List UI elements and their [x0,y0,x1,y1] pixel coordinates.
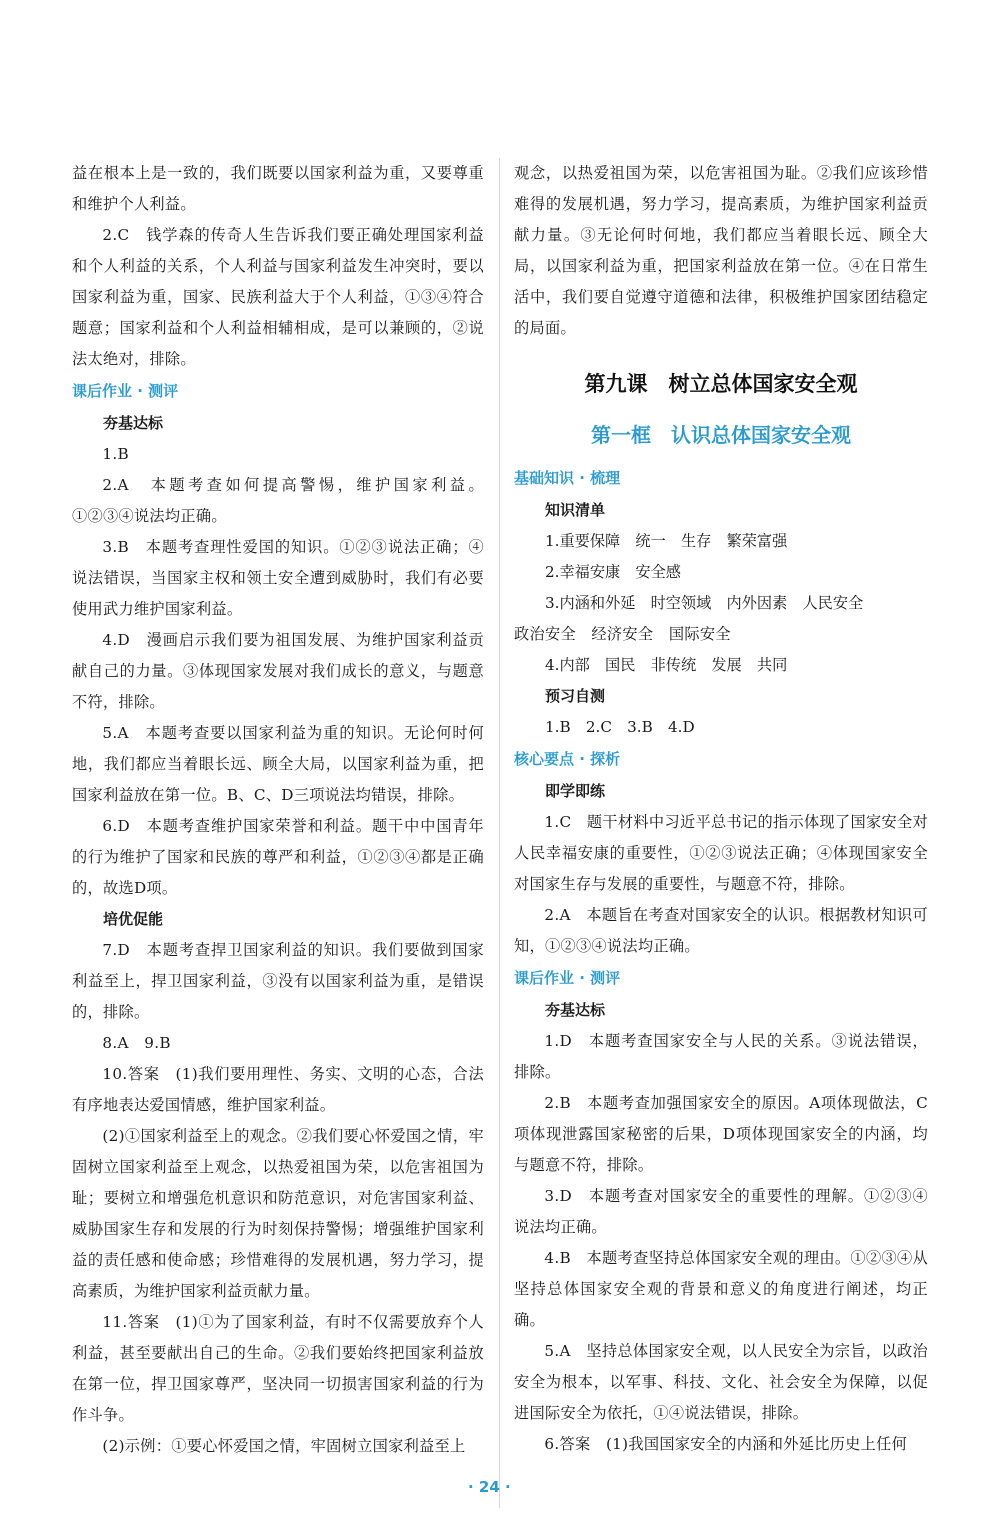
paragraph: 益在根本上是一致的，我们既要以国家利益为重，又要尊重和维护个人利益。 [72,164,484,213]
right-column [514,158,928,1460]
answer-item: 3.D 本题考查对国家安全的重要性的理解。①②③④说法均正确。 [514,1187,928,1236]
answer-item: 5.A 本题考查要以国家利益为重的知识。无论何时何地，我们都应当着眼长远、顾全大局，以国家利益为重，把国家利益放在第一位。B、C、D三项说法均错误，排除。 [72,724,484,804]
answer-item: 6.答案 (1)我国国家安全的内涵和外延比历史上任何 [544,1435,908,1453]
answer-item: 2.C 钱学森的传奇人生告诉我们要正确处理国家利益和个人利益的关系，个人利益与国家利益发生冲突时，要以国家利益为重，国家、民族利益大于个人利益，①③④符合题意；国家利益和个人利益相辅相成，是可以兼顾的，②说法太绝对，排除。 [72,226,484,368]
answer-item: 4.D 漫画启示我们要为祖国发展、为维护国家利益贡献自己的力量。③体现国家发展对我们成长的意义，与题意不符，排除。 [72,631,484,711]
section-heading: 基础知识 · 梳理 [514,469,621,487]
answer-item: 7.D 本题考查捍卫国家利益的知识。我们要做到国家利益至上，捍卫国家利益，③没有以国家利益为重，是错误的，排除。 [72,941,484,1021]
answer-item: 2.A 本题旨在考查对国家安全的认识。根据教材知识可知，①②③④说法均正确。 [514,906,928,955]
answer-item: (2)①国家利益至上的观念。②我们要心怀爱国之情，牢固树立国家利益至上观念，以热爱祖国为荣，以危害祖国为耻；要树立和增强危机意识和防范意识，对危害国家利益、威胁国家生存和发展的行为时刻保持警惕；增强维护国家利益的责任感和使命感；珍惜难得的发展机遇，努力学习，提高素质，为维护国家利益贡献力量。 [72,1127,484,1300]
column-divider [499,158,500,1508]
answer-item: 1.C 题干材料中习近平总书记的指示体现了国家安全对人民幸福安康的重要性，①②③说法正确；④体现国家安全对国家生存与发展的重要性，与题意不符，排除。 [514,813,928,893]
knowledge-list-line: 政治安全 经济安全 国际安全 [514,625,731,643]
answer-item: 11.答案 (1)①为了国家利益，有时不仅需要放弃个人利益，甚至要献出自己的生命。②我们要始终把国家利益放在第一位，捍卫国家尊严，坚决同一切损害国家利益的行为作斗争。 [72,1313,484,1424]
answer-item: 1.B [102,445,129,463]
left-column [72,158,484,1462]
sub-heading: 预习自测 [545,687,606,705]
page-number: · 24 · [468,1478,511,1496]
answer-item: 8.A 9.B [102,1034,171,1052]
section-heading: 核心要点 · 探析 [514,750,621,768]
sub-heading: 知识清单 [545,501,606,519]
answer-item: 10.答案 (1)我们要用理性、务实、文明的心态，合法有序地表达爱国情感，维护国家利益。 [72,1065,484,1114]
sub-heading: 夯基达标 [545,1001,606,1019]
sub-heading: 培优促能 [103,910,164,928]
answer-item: 5.A 坚持总体国家安全观，以人民安全为宗旨，以政治安全为根本，以军事、科技、文化、社会安全为保障，以促进国际安全为依托，①④说法错误，排除。 [514,1342,928,1422]
knowledge-list-line: 4.内部 国民 非传统 发展 共同 [545,656,788,674]
knowledge-list-line: 1.重要保障 统一 生存 繁荣富强 [545,532,788,550]
paragraph: 观念，以热爱祖国为荣，以危害祖国为耻。②我们应该珍惜难得的发展机遇，努力学习，提高素质，为维护国家利益贡献力量。③无论何时何地，我们都应当着眼长远、顾全大局，以国家利益为重，把国家利益放在第一位。④在日常生活中，我们要自觉遵守道德和法律，积极维护国家团结稳定的局面。 [514,164,928,337]
knowledge-list-line: 3.内涵和外延 时空领域 内外因素 人民安全 [545,594,864,612]
answer-item: 2.A 本题考查如何提高警惕，维护国家利益。①②③④说法均正确。 [72,476,484,525]
answer-item: 6.D 本题考查维护国家荣誉和利益。题干中中国青年的行为维护了国家和民族的尊严和利益，①②③④都是正确的，故选D项。 [72,817,484,897]
answer-item: 2.B 本题考查加强国家安全的原因。A项体现做法，C项体现泄露国家秘密的后果，D项体现国家安全的内涵，均与题意不符，排除。 [514,1094,928,1174]
frame-title: 第一框 认识总体国家安全观 [591,423,851,447]
preview-answers: 1.B 2.C 3.B 4.D [545,718,695,736]
section-heading: 课后作业 · 测评 [514,969,621,987]
knowledge-list-line: 2.幸福安康 安全感 [545,563,681,581]
section-heading: 课后作业 · 测评 [72,382,179,400]
answer-item: 1.D 本题考查国家安全与人民的关系。③说法错误，排除。 [514,1032,928,1081]
sub-heading: 夯基达标 [103,414,164,432]
answer-item: (2)示例：①要心怀爱国之情，牢固树立国家利益至上 [102,1437,466,1455]
sub-heading: 即学即练 [545,782,606,800]
lesson-title: 第九课 树立总体国家安全观 [584,372,858,396]
answer-item: 4.B 本题考查坚持总体国家安全观的理由。①②③④从坚持总体国家安全观的背景和意义的角度进行阐述，均正确。 [514,1249,928,1329]
answer-item: 3.B 本题考查理性爱国的知识。①②③说法正确；④说法错误，当国家主权和领土安全遭到威胁时，我们有必要使用武力维护国家利益。 [72,538,484,618]
